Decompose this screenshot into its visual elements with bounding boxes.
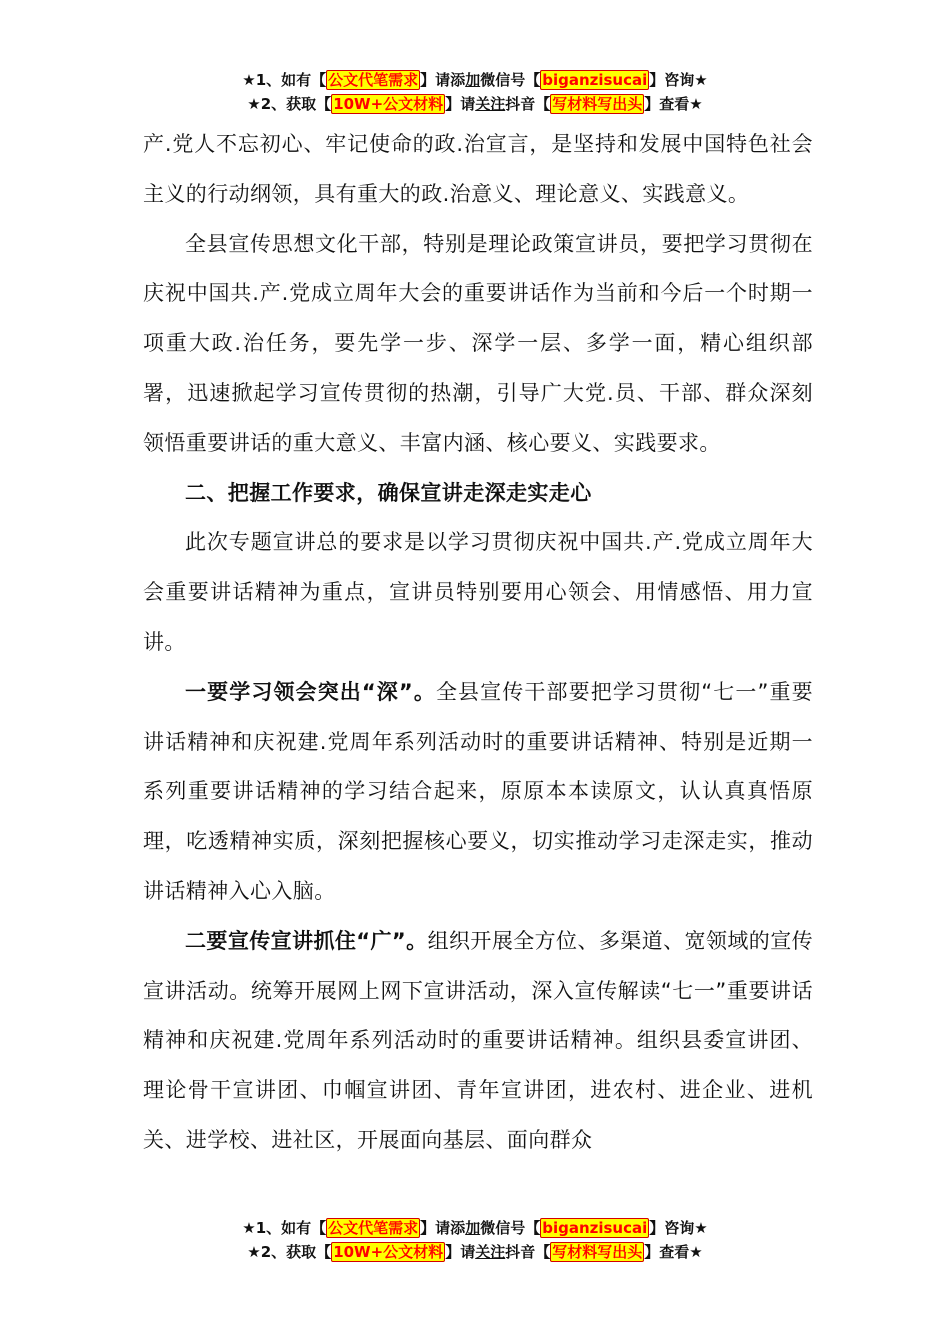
paragraph-4-lead: 一要学习领会突出“深”。: [185, 679, 436, 704]
banner-text: 微信号【: [480, 1219, 541, 1237]
banner-text: 】请: [445, 95, 476, 113]
banner-text: 】查看★: [644, 1243, 703, 1261]
highlight-douyin: 写材料写出头: [552, 95, 643, 113]
highlight-service: 公文代笔需求: [328, 1219, 419, 1237]
header-banner: [0, 68, 950, 116]
highlight-wechat-id: biganzisucai: [542, 1219, 648, 1237]
banner-text: 抖音【: [505, 1243, 551, 1261]
banner-text: ★1、如有【: [242, 1219, 327, 1237]
banner-text: 】咨询★: [649, 1219, 708, 1237]
banner-line-1: [0, 68, 950, 92]
highlight-materials: 10W+公文材料: [333, 95, 444, 113]
banner-text: ★1、如有【: [242, 71, 327, 89]
banner-line-1: [0, 1216, 950, 1240]
banner-text: 】查看★: [644, 95, 703, 113]
paragraph-5-lead: 二要宣传宣讲抓住“广”。: [185, 928, 428, 953]
banner-underlined-text: 加: [465, 1219, 481, 1237]
paragraph-4-text: 全县宣传干部要把学习贯彻“七一”重要讲话精神和庆祝建.党周年系列活动时的重要讲话精神、特别是近期一系列重要讲话精神的学习结合起来，原原本本读原文，认认真真悟原理，吃透精神实质，深刻把握核心要义，切实推动学习走深走实，推动讲话精神入心入脑。: [143, 679, 813, 903]
paragraph-1: 产.党人不忘初心、牢记使命的政.治宣言，是坚持和发展中国特色社会主义的行动纲领，具有重大的政.治意义、理论意义、实践意义。: [143, 132, 813, 206]
banner-text: ★2、获取【: [247, 1243, 332, 1261]
highlight-materials: 10W+公文材料: [333, 1243, 444, 1261]
banner-underlined-text: 加: [465, 71, 481, 89]
banner-text: ★2、获取【: [247, 95, 332, 113]
paragraph-5: [143, 917, 813, 1166]
banner-line-2: [0, 1240, 950, 1264]
highlight-service: 公文代笔需求: [328, 71, 419, 89]
document-body: [143, 120, 813, 1166]
banner-line-2: [0, 92, 950, 116]
banner-underlined-text: 关注: [475, 1243, 506, 1261]
banner-text: 】请添: [420, 71, 466, 89]
banner-underlined-text: 关注: [475, 95, 506, 113]
paragraph-2: 全县宣传思想文化干部，特别是理论政策宣讲员，要把学习贯彻在庆祝中国共.产.党成立周年大会的重要讲话作为当前和今后一个时期一项重大政.治任务，要先学一步、深学一层、多学一面，精心组织部署，迅速掀起学习宣传贯彻的热潮，引导广大党.员、干部、群众深刻领悟重要讲话的重大意义、丰富内涵、核心要义、实践要求。: [143, 231, 813, 455]
banner-text: 微信号【: [480, 71, 541, 89]
paragraph-3: 此次专题宣讲总的要求是以学习贯彻庆祝中国共.产.党成立周年大会重要讲话精神为重点，宣讲员特别要用心领会、用情感悟、用力宣讲。: [143, 530, 813, 654]
section-heading: 二、把握工作要求，确保宣讲走深走实走心: [185, 480, 592, 505]
highlight-douyin: 写材料写出头: [552, 1243, 643, 1261]
footer-banner: [0, 1216, 950, 1264]
banner-text: 抖音【: [505, 95, 551, 113]
highlight-wechat-id: biganzisucai: [542, 71, 648, 89]
banner-text: 】请: [445, 1243, 476, 1261]
banner-text: 】请添: [420, 1219, 466, 1237]
paragraph-4: [143, 668, 813, 917]
banner-text: 】咨询★: [649, 71, 708, 89]
paragraph-5-text: 组织开展全方位、多渠道、宽领域的宣传宣讲活动。统筹开展网上网下宣讲活动，深入宣传解读“七一”重要讲话精神和庆祝建.党周年系列活动时的重要讲话精神。组织县委宣讲团、理论骨干宣讲团、巾帼宣讲团、青年宣讲团，进农村、进企业、进机关、进学校、进社区，开展面向基层、面向群众: [143, 928, 814, 1152]
